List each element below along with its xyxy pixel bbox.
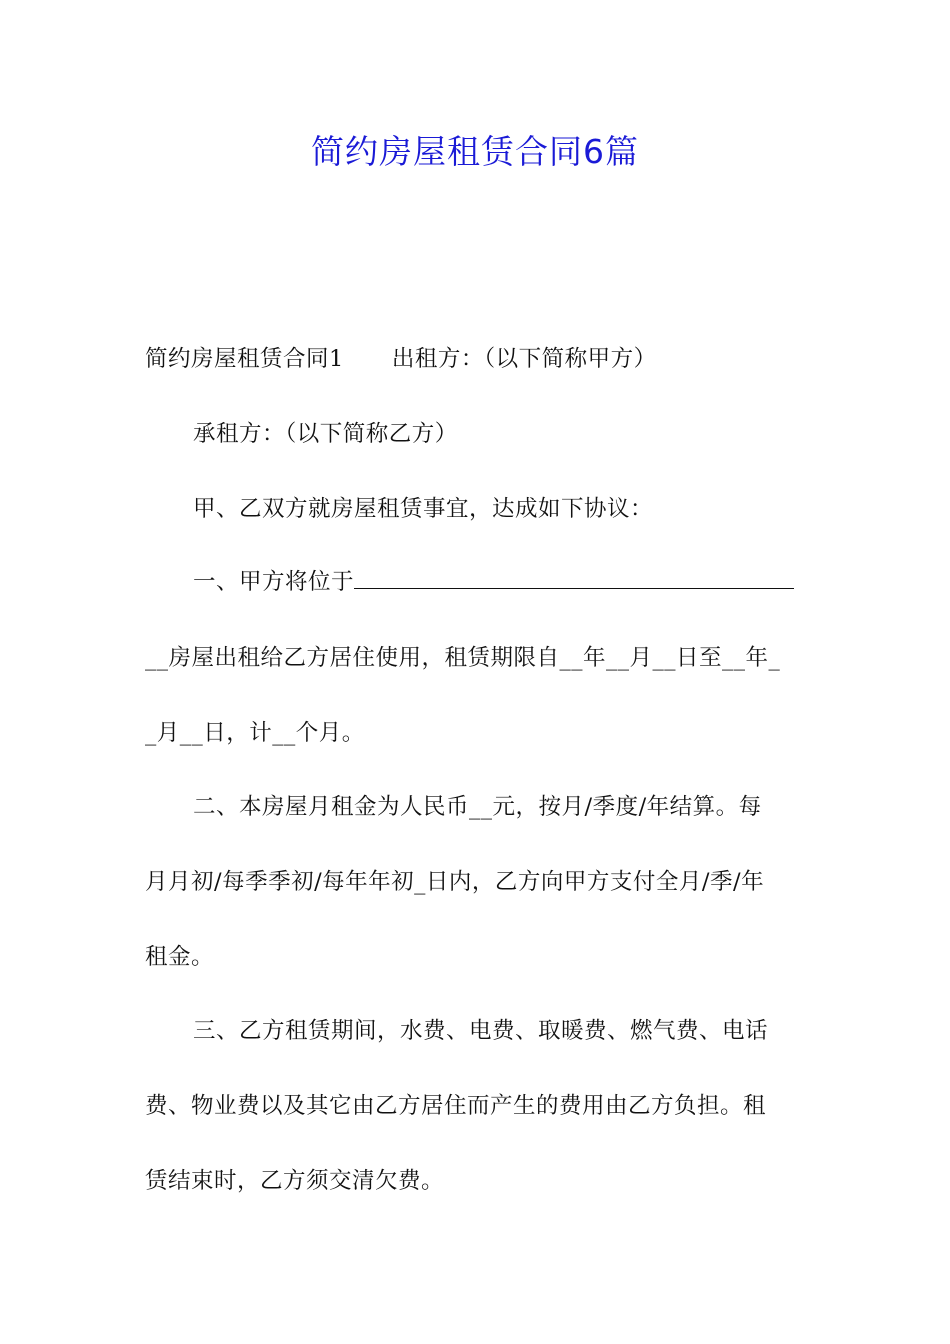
clause-3-line-1: 三、乙方租赁期间，水费、电费、取暖费、燃气费、电话 bbox=[193, 1018, 769, 1044]
clause-2-line-2: 月月初/每季季初/每年年初_日内，乙方向甲方支付全月/季/年 bbox=[145, 869, 765, 895]
clause-1-start: 一、甲方将位于 bbox=[193, 569, 355, 595]
clause-2-line-1: 二、本房屋月租金为人民币__元，按月/季度/年结算。每 bbox=[193, 794, 762, 820]
lessor-label: 出租方：（以下简称甲方） bbox=[391, 346, 657, 372]
address-blank bbox=[354, 568, 794, 589]
document-title: 简约房屋租赁合同6篇 bbox=[311, 132, 639, 171]
clause-2-line-3: 租金。 bbox=[145, 944, 215, 970]
clause-3-line-3: 赁结束时，乙方须交清欠费。 bbox=[145, 1168, 445, 1194]
lessee-line: 承租方：（以下简称乙方） bbox=[193, 421, 458, 447]
clause-3-line-2: 费、物业费以及其它由乙方居住而产生的费用由乙方负担。租 bbox=[145, 1093, 767, 1119]
contract-subtitle: 简约房屋租赁合同1 bbox=[145, 346, 344, 372]
agreement-intro: 甲、乙双方就房屋租赁事宜，达成如下协议： bbox=[193, 496, 654, 522]
contract-heading-line bbox=[145, 343, 810, 375]
clause-1-line-3: _月__日，计__个月。 bbox=[145, 720, 365, 746]
clause-1-line-2: __房屋出租给乙方居住使用，租赁期限自__年__月__日至__年_ bbox=[145, 645, 781, 671]
clause-1-line-1 bbox=[193, 566, 810, 598]
